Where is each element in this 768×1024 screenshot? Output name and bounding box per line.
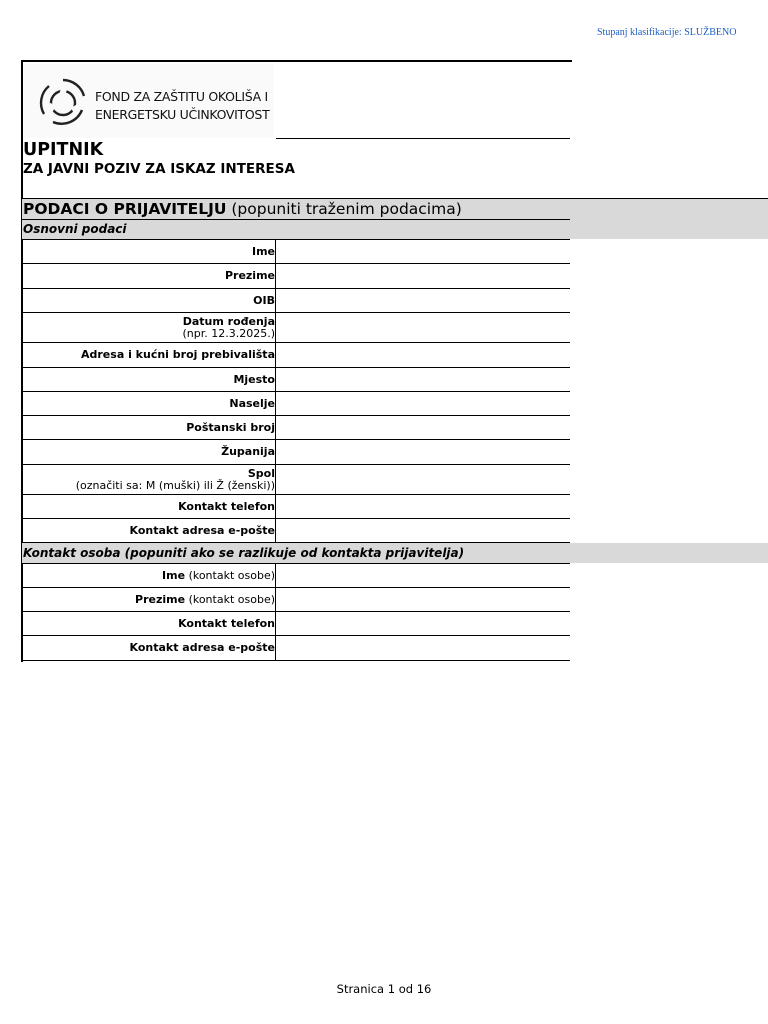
- kontakt-telefon-input[interactable]: [276, 495, 570, 518]
- contact-ime-input[interactable]: [276, 564, 570, 587]
- oib-input[interactable]: [276, 289, 570, 312]
- basic-data-heading: Osnovni podaci: [22, 220, 768, 239]
- form-row-prezime: [22, 264, 570, 289]
- form-row-kontakt-telefon: [22, 495, 570, 519]
- form-row-oib: [22, 289, 570, 313]
- form-row-contact-telefon: [22, 612, 570, 636]
- form-row-kontakt-email: [22, 519, 570, 543]
- mjesto-input[interactable]: [276, 368, 570, 391]
- datum-rodjenja-input[interactable]: [276, 313, 570, 342]
- row-label: Ime (kontakt osobe): [22, 564, 276, 587]
- row-label: Mjesto: [22, 368, 276, 391]
- row-label: Kontakt telefon: [22, 495, 276, 518]
- section-header: [22, 198, 768, 220]
- form-row-mjesto: [22, 368, 570, 392]
- row-label: Naselje: [22, 392, 276, 415]
- form-row-zupanija: [22, 440, 570, 465]
- classification-label: Stupanj klasifikacije: SLUŽBENO: [597, 27, 737, 38]
- adresa-input[interactable]: [276, 343, 570, 367]
- logo-text: [95, 88, 269, 124]
- form-row-datum-rodjenja: [22, 313, 570, 343]
- row-label: Kontakt adresa e-pošte: [22, 519, 276, 542]
- logo-line-2: ENERGETSKU UČINKOVITOST: [95, 107, 270, 122]
- contact-telefon-input[interactable]: [276, 612, 570, 635]
- row-label: Prezime: [22, 264, 276, 288]
- logo: [24, 64, 274, 138]
- row-label: Poštanski broj: [22, 416, 276, 439]
- form-row-contact-email: [22, 636, 570, 661]
- row-label: Kontakt adresa e-pošte: [22, 636, 276, 660]
- row-label: Prezime (kontakt osobe): [22, 588, 276, 611]
- contact-prezime-input[interactable]: [276, 588, 570, 611]
- prezime-input[interactable]: [276, 264, 570, 288]
- zupanija-input[interactable]: [276, 440, 570, 464]
- naselje-input[interactable]: [276, 392, 570, 415]
- document-title: UPITNIK: [23, 140, 104, 160]
- row-label: Županija: [22, 440, 276, 464]
- form-row-adresa: [22, 343, 570, 368]
- spol-input[interactable]: [276, 465, 570, 494]
- row-label: Datum rođenja (npr. 12.3.2025.): [22, 313, 276, 342]
- form-row-contact-prezime: [22, 588, 570, 612]
- form-row-postanski-broj: [22, 416, 570, 440]
- page-number: Stranica 1 od 16: [336, 982, 432, 996]
- form-row-contact-ime: [22, 564, 570, 588]
- ime-input[interactable]: [276, 240, 570, 263]
- row-label: OIB: [22, 289, 276, 312]
- form-row-spol: [22, 465, 570, 495]
- logo-line-1: FOND ZA ZAŠTITU OKOLIŠA I: [95, 89, 268, 104]
- document-subtitle: ZA JAVNI POZIV ZA ISKAZ INTERESA: [23, 161, 295, 177]
- section-note: (popuniti traženim podacima): [231, 200, 462, 218]
- header-divider: [276, 138, 570, 139]
- contact-person-heading: Kontakt osoba (popuniti ako se razlikuje od kontakta prijavitelja): [22, 543, 768, 563]
- row-label: Kontakt telefon: [22, 612, 276, 635]
- kontakt-email-input[interactable]: [276, 519, 570, 542]
- row-label: Ime: [22, 240, 276, 263]
- row-label: Adresa i kućni broj prebivališta: [22, 343, 276, 367]
- section-title: PODACI O PRIJAVITELJU: [23, 200, 227, 218]
- row-label: Spol (označiti sa: M (muški) ili Ž (ženski)): [22, 465, 276, 494]
- form-row-naselje: [22, 392, 570, 416]
- form-row-ime: [22, 240, 570, 264]
- contact-email-input[interactable]: [276, 636, 570, 660]
- fund-logo-icon: [35, 74, 91, 130]
- postanski-broj-input[interactable]: [276, 416, 570, 439]
